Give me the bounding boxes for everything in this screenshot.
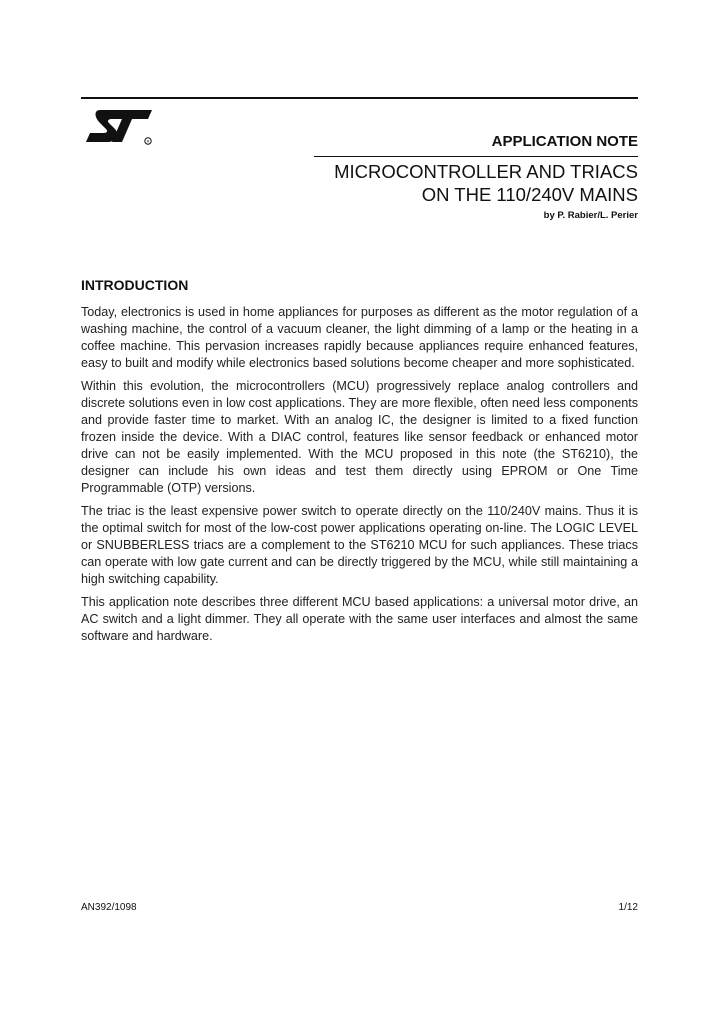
title-line-2: ON THE 110/240V MAINS — [421, 184, 638, 205]
page-number: 1/12 — [618, 902, 638, 913]
paragraph-3: The triac is the least expensive power switch to operate directly on the 110/240V mains. Thus it is the optimal switch for most of the low-cost power applications operating on-line. The LOGIC LEVEL or SNUBBERLESS triacs are a complement to the ST6210 MCU for such appliances. These triacs can operate with low gate current and can be directly triggered by the MCU, while still maintaining a high switching capability. — [81, 504, 638, 586]
paragraph-4: This application note describes three different MCU based applications: a universal motor drive, an AC switch and a light dimmer. They all operate with the same user interfaces and almost the same software and hardware. — [81, 595, 638, 643]
document-title — [218, 160, 638, 206]
section-heading: INTRODUCTION — [81, 277, 189, 293]
body-text — [81, 304, 638, 651]
st-logo — [82, 104, 154, 150]
header-top-rule — [81, 97, 638, 99]
document-type-label: APPLICATION NOTE — [491, 133, 638, 150]
title-rule — [314, 156, 638, 157]
authors-line: by P. Rabier/L. Perier — [543, 210, 638, 221]
title-line-1: MICROCONTROLLER AND TRIACS — [334, 161, 638, 182]
paragraph-2: Within this evolution, the microcontrollers (MCU) progressively replace analog controllers and discrete solutions even in low cost applications. They are more flexible, often need less components and provide faster time to market. With an analog IC, the designer is limited to a fixed function frozen inside the device. With a DIAC control, features like sensor feedback or enhanced motor drive can not be easily implemented. With the MCU proposed in this note (the ST6210), the designer can include his own ideas and test them directly using EPROM or One Time Programmable (OTP) versions. — [81, 379, 638, 495]
paragraph-1: Today, electronics is used in home appliances for purposes as different as the motor regulation of a washing machine, the control of a vacuum cleaner, the light dimming of a lamp or the heating in a coffee machine. This pervasion increases rapidly because appliances require enhanced features, easy to built and modify while electronics based solutions become cheaper and more sophisticated. — [81, 305, 638, 370]
svg-text:R: R — [146, 138, 150, 144]
document-number: AN392/1098 — [81, 902, 137, 913]
